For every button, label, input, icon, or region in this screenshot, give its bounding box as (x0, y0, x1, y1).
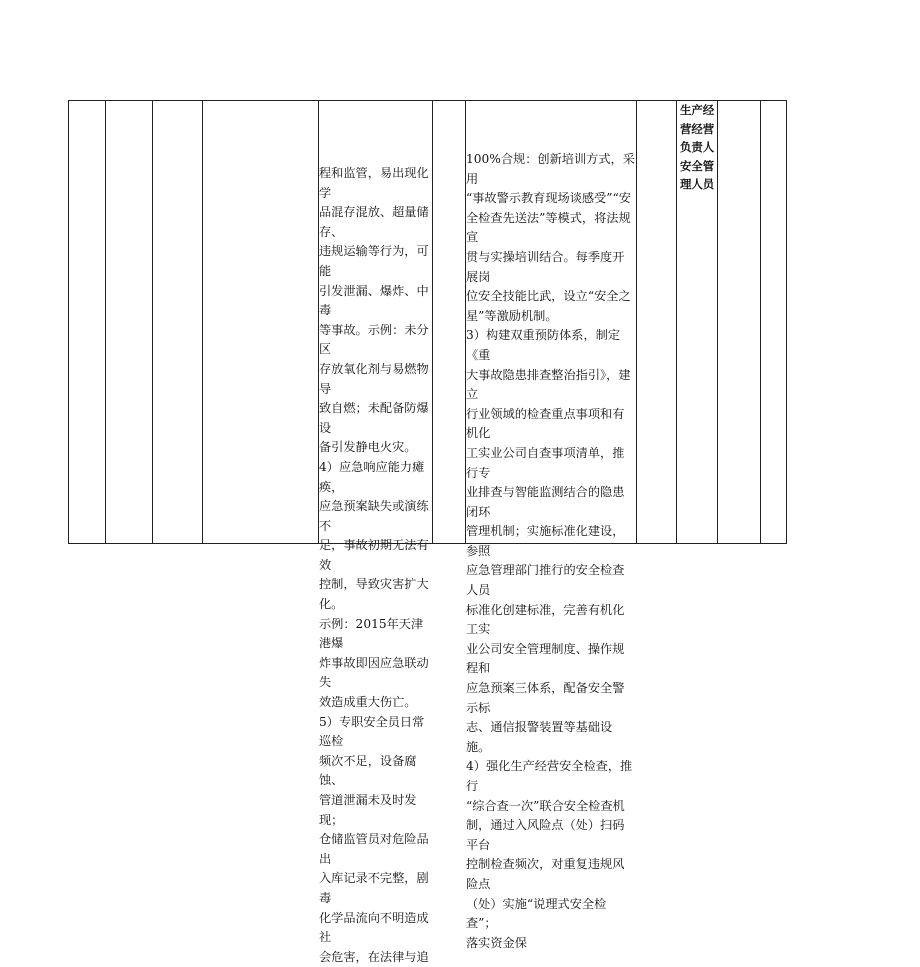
column-border (676, 100, 677, 544)
column-border (202, 100, 203, 544)
column-border (636, 100, 637, 544)
column-border (786, 100, 787, 544)
risk-description-cell: 程和监管，易出现化学 品混存混放、超量储存、 违规运输等行为，可能 引发泄漏、爆炸、中毒 等事故。示例：未分区 存放氧化剂与易燃物导 致自燃；未配备防爆设 备引发静电火灾。 4）应急响应能力瘫痪， 应急预案缺失或演练不 足，事故初期无法有效 控制，导致灾害扩大化。 示例：2015年天津港爆 炸事故即因应急联动失 效造成重大伤亡。 5）专职安全员日常巡检 频次不足，设备腐蚀、 管道泄漏未及时发现； 仓储监管员对危险品出 入库记录不完整，剧毒 化学品流向不明造成社 会危害，在法律与追 (319, 166, 429, 964)
column-border (760, 100, 761, 544)
responsible-person-cell: 生产经 营经营 负责人 安全管 理人员 (680, 103, 715, 192)
column-border (152, 100, 153, 544)
column-border (105, 100, 106, 544)
control-measures-cell: 100%合规：创新培训方式，采用 “事故警示教育现场谈感受”“安 全检查先送法”等模式，将法规宣 贯与实操培训结合。每季度开展岗 位安全技能比武，设立“安全之 星”等激励机制。 3）构建双重预防体系，制定《重 大事故隐患排查整治指引》，建立 行业领域的检查重点事项和有机化 工实业公司自查事项清单，推行专 业排查与智能监测结合的隐患闭环 管理机制；实施标准化建设，参照 应急管理部门推行的安全检查人员 标准化创建标准，完善有机化工实 业公司安全管理制度、操作规程和 应急预案三体系，配备安全警示标 志、通信报警装置等基础设施。 4）强化生产经营安全检查，推行 “综合查一次”联合安全检查机 制，通过入风险点（处）扫码平台 控制检查频次，对重复违规风险点 （处）实施“说理式安全检查”； 落实资金保 (466, 152, 635, 950)
document-table (68, 100, 787, 964)
column-border (432, 100, 433, 544)
column-border (68, 100, 69, 544)
